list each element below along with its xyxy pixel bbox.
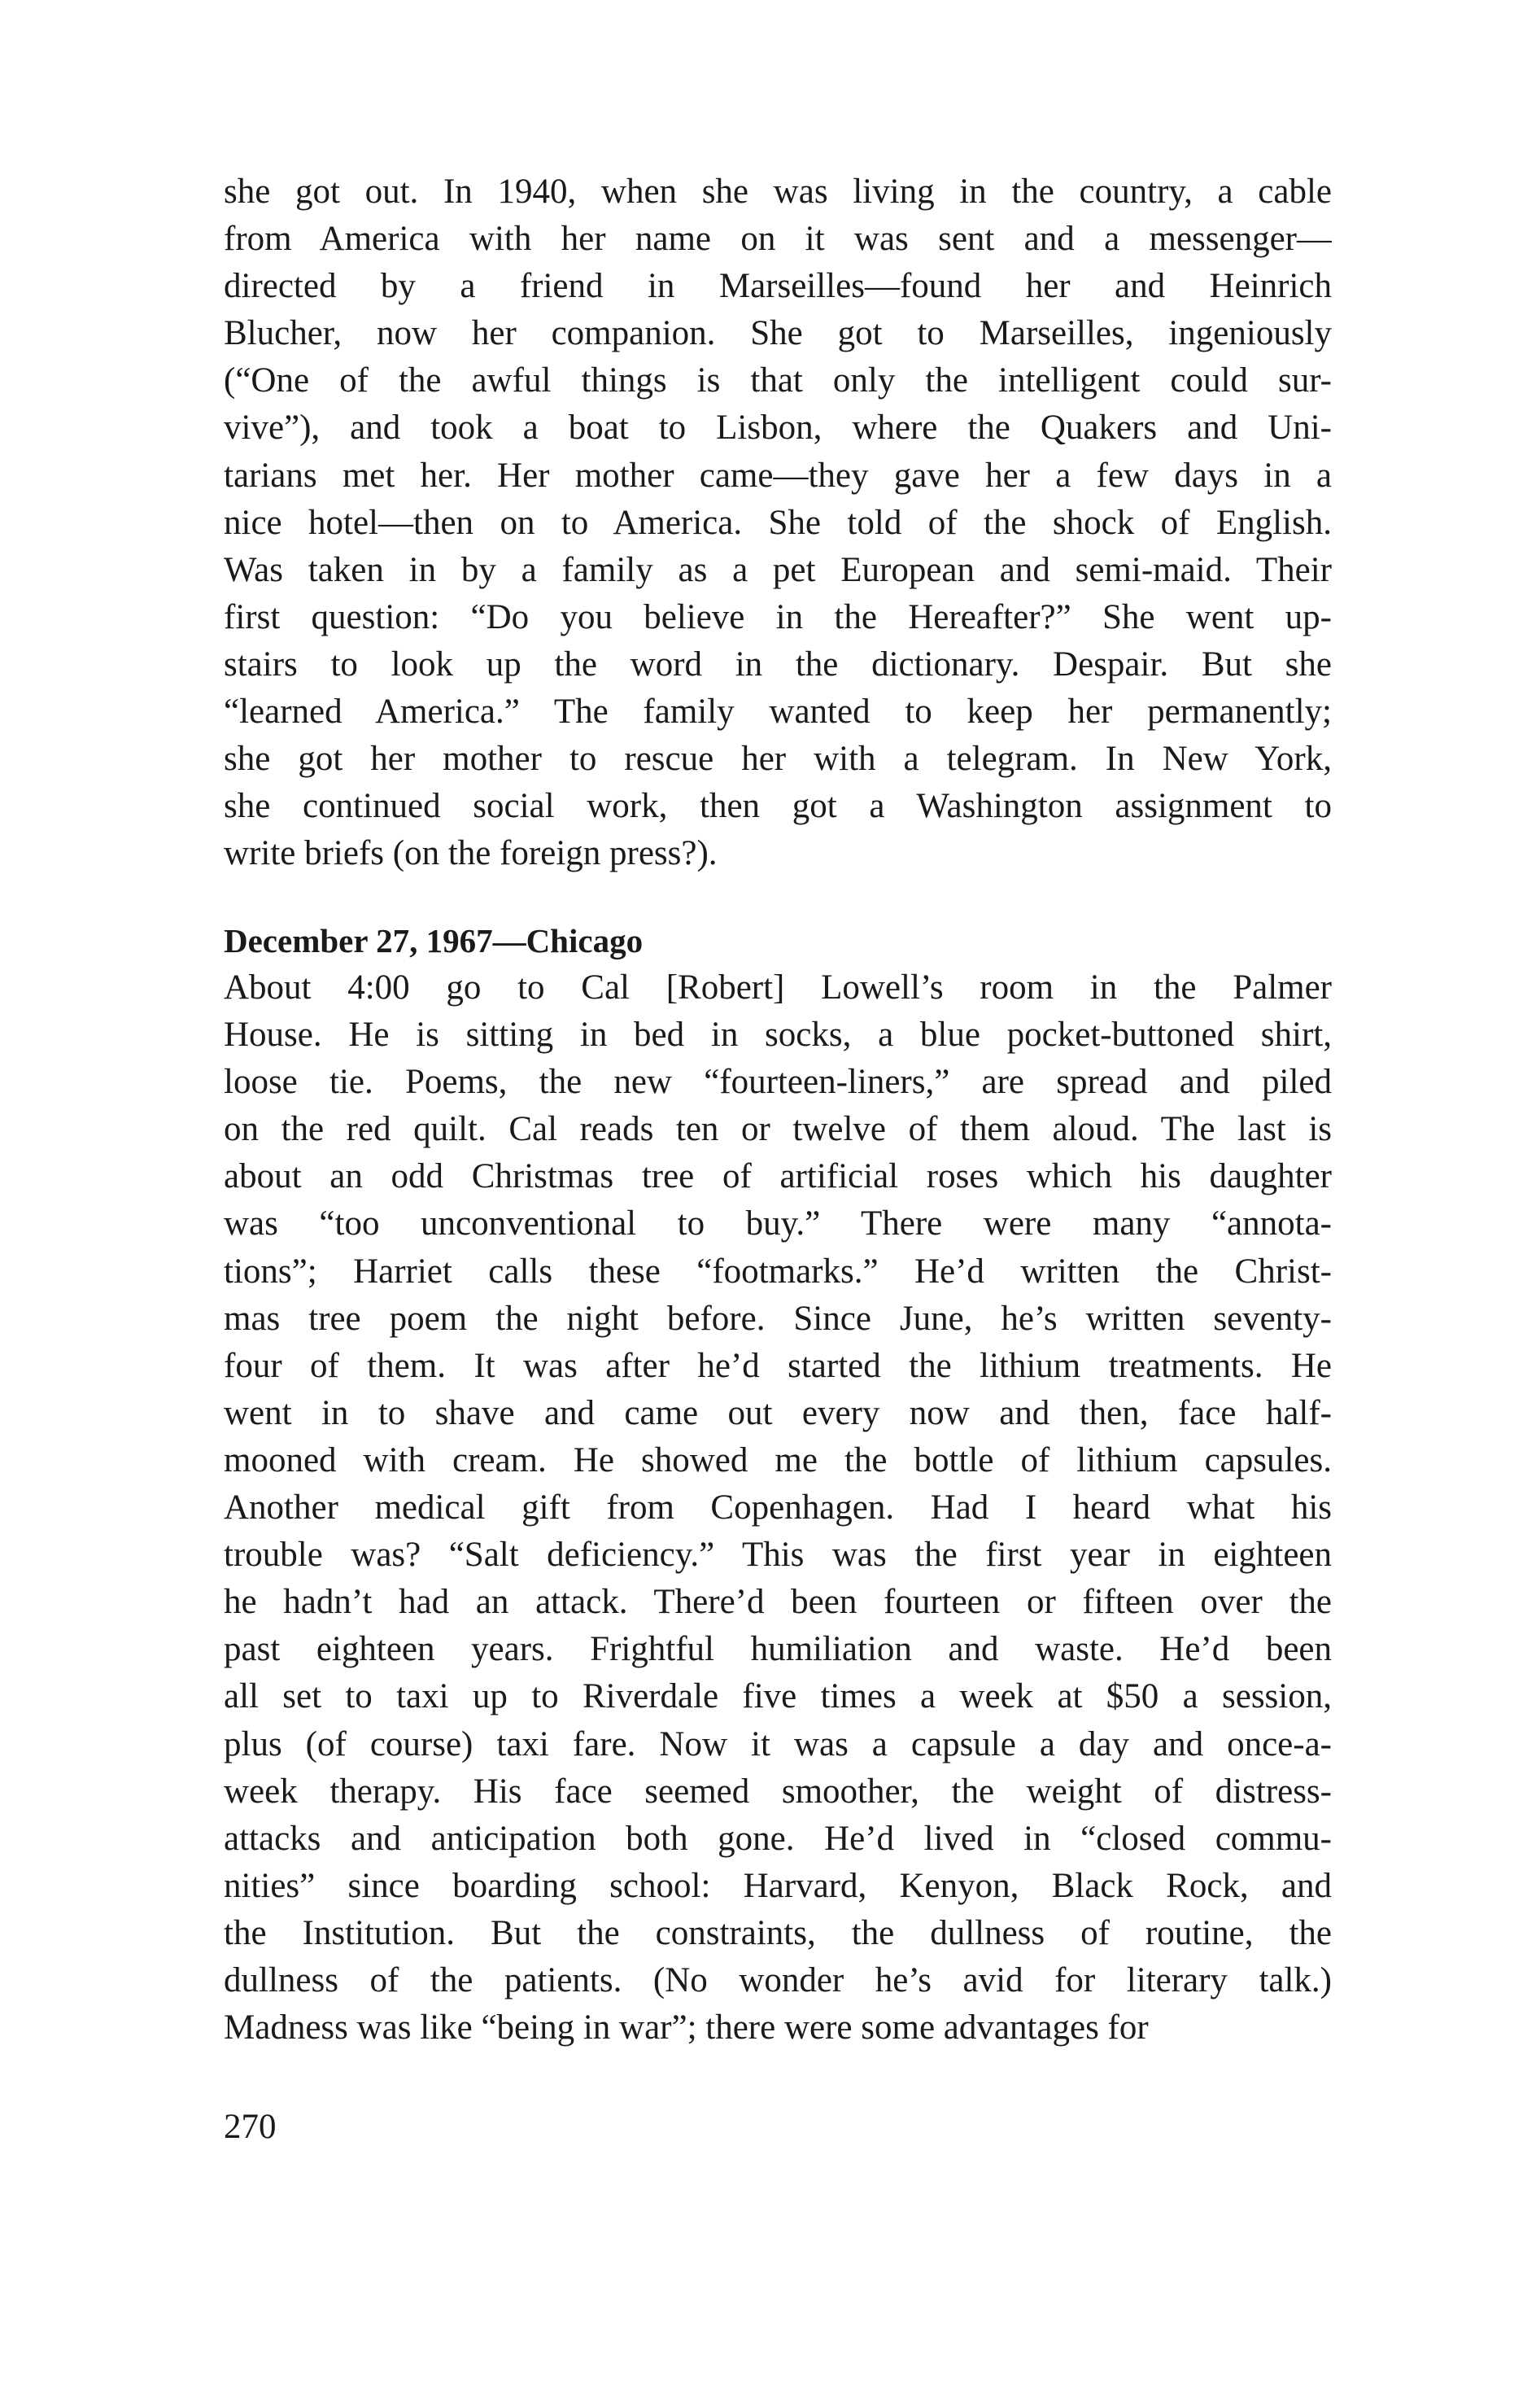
text-line: House. He is sitting in bed in socks, a blue pocket-buttoned shirt, bbox=[224, 1016, 1332, 1055]
text-line: on the red quilt. Cal reads ten or twelve of them aloud. The last is bbox=[224, 1110, 1332, 1149]
text-line: write briefs (on the foreign press?). bbox=[224, 834, 718, 873]
text-line: first question: “Do you believe in the Hereafter?” She went up- bbox=[224, 597, 1332, 636]
text-line: mooned with cream. He showed me the bottle of lithium capsules. bbox=[224, 1440, 1332, 1479]
text-line: stairs to look up the word in the dictionary. Despair. But she bbox=[224, 645, 1332, 684]
text-line: the Institution. But the constraints, the dullness of routine, the bbox=[224, 1913, 1332, 1952]
text-line: week therapy. His face seemed smoother, the weight of distress- bbox=[224, 1772, 1332, 1811]
text-line: trouble was? “Salt deficiency.” This was the first year in eighteen bbox=[224, 1536, 1332, 1575]
section-heading: December 27, 1967—Chicago bbox=[224, 922, 644, 959]
text-line: about an odd Christmas tree of artificial roses which his daughter bbox=[224, 1157, 1332, 1196]
text-line: was “too unconventional to buy.” There were many “annota- bbox=[224, 1204, 1332, 1243]
text-line: “learned America.” The family wanted to keep her permanently; bbox=[224, 693, 1332, 732]
text-line: Was taken in by a family as a pet European and semi-maid. Their bbox=[224, 550, 1332, 589]
text-line: went in to shave and came out every now and then, face half- bbox=[224, 1393, 1332, 1432]
text-line: plus (of course) taxi fare. Now it was a capsule a day and once-a- bbox=[224, 1724, 1332, 1763]
text-line: Blucher, now her companion. She got to Marseilles, ingeniously bbox=[224, 314, 1332, 353]
paragraph-diary-entry bbox=[224, 964, 1332, 2052]
text-line: she got out. In 1940, when she was living in the country, a cable bbox=[224, 173, 1332, 211]
text-line: she continued social work, then got a Washington assignment to bbox=[224, 787, 1332, 826]
text-line: mas tree poem the night before. Since June, he’s written seventy- bbox=[224, 1299, 1332, 1338]
text-line: tions”; Harriet calls these “footmarks.” He’d written the Christ- bbox=[224, 1252, 1332, 1291]
text-line: (“One of the awful things is that only the intelligent could sur- bbox=[224, 361, 1332, 400]
text-line: tarians met her. Her mother came—they gave her a few days in a bbox=[224, 456, 1332, 495]
text-line: all set to taxi up to Riverdale five times a week at $50 a session, bbox=[224, 1677, 1332, 1716]
text-line: she got her mother to rescue her with a telegram. In New York, bbox=[224, 740, 1332, 779]
text-line: Another medical gift from Copenhagen. Had I heard what his bbox=[224, 1488, 1332, 1527]
paragraph-continuation bbox=[224, 168, 1332, 877]
text-line: nice hotel—then on to America. She told of the shock of English. bbox=[224, 503, 1332, 542]
text-line: directed by a friend in Marseilles—found her and Heinrich bbox=[224, 267, 1332, 306]
text-line: About 4:00 go to Cal [Robert] Lowell’s room in the Palmer bbox=[224, 968, 1332, 1007]
text-line: loose tie. Poems, the new “fourteen-liners,” are spread and piled bbox=[224, 1063, 1332, 1102]
text-line: from America with her name on it was sent and a messenger— bbox=[224, 220, 1332, 259]
text-line: vive”), and took a boat to Lisbon, where the Quakers and Uni- bbox=[224, 409, 1332, 448]
text-line: attacks and anticipation both gone. He’d lived in “closed commu- bbox=[224, 1819, 1332, 1858]
text-line: he hadn’t had an attack. There’d been fourteen or fifteen over the bbox=[224, 1583, 1332, 1622]
text-line: past eighteen years. Frightful humiliation and waste. He’d been bbox=[224, 1630, 1332, 1669]
text-line: dullness of the patients. (No wonder he’s avid for literary talk.) bbox=[224, 1960, 1332, 1999]
page-number: 270 bbox=[224, 2108, 277, 2146]
text-line: four of them. It was after he’d started the lithium treatments. He bbox=[224, 1346, 1332, 1385]
text-line: nities” since boarding school: Harvard, Kenyon, Black Rock, and bbox=[224, 1866, 1332, 1905]
text-line: Madness was like “being in war”; there were some advantages for bbox=[224, 2008, 1149, 2047]
